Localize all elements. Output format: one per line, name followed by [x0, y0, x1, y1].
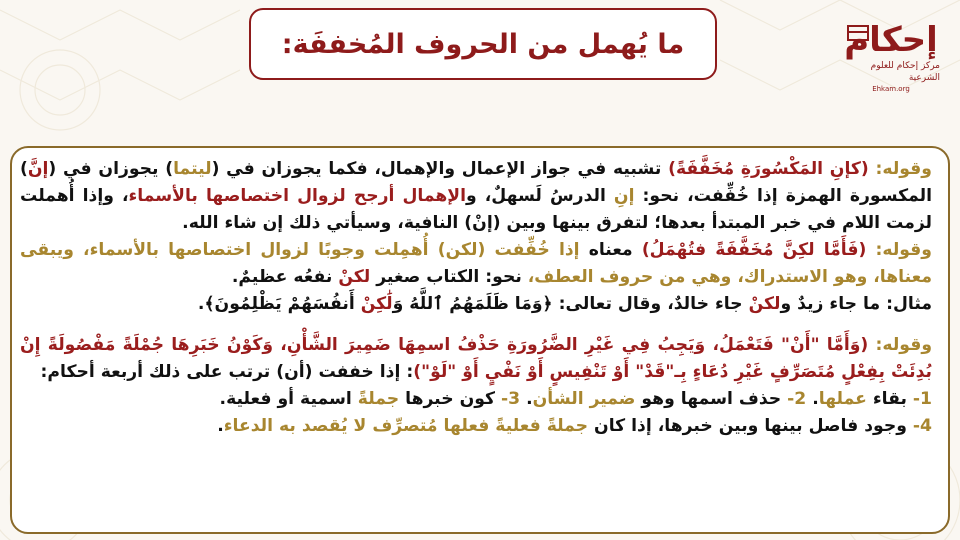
paragraph	[20, 386, 932, 413]
paragraph	[20, 237, 932, 291]
text-segment: مثال: ما جاء زيدٌ و	[780, 294, 932, 314]
paragraph	[20, 332, 932, 386]
content-text	[20, 156, 932, 440]
text-segment: وقوله:	[868, 159, 932, 179]
text-segment: كون خبرها	[399, 389, 501, 409]
paragraph	[20, 413, 932, 440]
title-box	[249, 8, 717, 80]
text-segment: حذف اسمها وهو	[635, 389, 788, 409]
text-segment: ضمير الشأن	[532, 389, 636, 409]
text-segment: 4-	[912, 416, 932, 436]
logo-wordmark: إحكام	[844, 20, 938, 60]
text-segment: إنِ	[613, 186, 635, 206]
text-segment: ليتما	[173, 159, 212, 179]
text-segment: : إذا خففت (أن) ترتب على ذلك أربعة أحكام:	[40, 362, 414, 382]
text-segment: وقوله:	[866, 240, 932, 260]
text-segment: (فَأَمَّا لكِنَّ مُخَفَّفَةً فتُهْمَلُ)	[641, 240, 867, 260]
logo	[842, 20, 940, 92]
text-segment: لكنْ	[338, 267, 371, 287]
text-segment: لكنْ	[748, 294, 781, 314]
text-segment: أَنفُسَهُمْ يَظْلِمُونَ﴾.	[197, 294, 361, 314]
text-segment: بقاء	[866, 389, 913, 409]
text-segment: ، وإذا أُهملت لزمت اللام في خبر المبتدأ بعدها؛ لتفرق بينها وبين (إنْ) النافية، وسيأتي ذلك إن شاء الله.	[20, 186, 932, 233]
text-segment: ) المكسورة الهمزة إذا خُفِّفت، نحو:	[20, 159, 933, 206]
logo-subtitle: مركز إحكام للعلوم الشرعية	[870, 61, 940, 83]
logo-subtitle-2: Ehkam.org	[872, 85, 910, 93]
text-segment: اسمية أو فعلية.	[219, 389, 358, 409]
logo-emblem-icon	[846, 24, 870, 42]
text-segment: ) يجوزان في (	[48, 159, 174, 179]
text-segment: إنَّ	[27, 159, 49, 179]
text-segment: وقوله:	[868, 335, 933, 355]
text-segment: .	[217, 416, 224, 436]
text-segment: .	[520, 389, 533, 409]
text-segment: جاء خالدٌ، وقال تعالى: ﴿وَمَا ظَلَمَهُمُ ٱللَّهُ وَ	[392, 294, 749, 314]
text-segment: الإهمال أرجح لزوال اختصاصها بالأسماء	[128, 186, 466, 206]
text-segment: (كإنِ المَكْسُورَةِ مُخَفَّفَةً)	[668, 159, 869, 179]
text-segment: جملةً	[357, 389, 400, 409]
text-segment: نفعُه عظيمٌ.	[231, 267, 339, 287]
text-segment: معناه	[579, 240, 642, 260]
text-segment: لَٰكِنْ	[360, 294, 393, 314]
text-segment: الدرسُ لَسهلٌ، و	[465, 186, 614, 206]
page-title: ما يُهمل من الحروف المُخففَة:	[281, 28, 685, 60]
text-segment: 1-	[912, 389, 932, 409]
text-segment: تشبيه في جواز الإعمال والإهمال، فكما يجوزان في (	[211, 159, 669, 179]
text-segment: عملها	[818, 389, 867, 409]
text-segment: نحو: الكتاب صغير	[370, 267, 522, 287]
paragraph	[20, 291, 932, 318]
paragraph	[20, 156, 932, 237]
text-segment: .	[806, 389, 819, 409]
text-segment: (وَأَمَّا "أَنْ" فَتَعْمَلُ، وَيَجِبُ فِي غَيْرِ الضَّرُورَةِ حَذْفُ اسمِهَا ضَمِيرَ الشَّأْنِ، وَكَوْنُ خَبَرِهَا جُمْلَةً مَفْصُولَةً إِنْ بُدِئَتْ بِفِعْلٍ مُتَصَرِّفٍ غَيْرِ دُعَاءٍ بِـ"قَدْ" أَوْ تَنْفِيسٍ أَوْ نَفْيٍ أَوْ "لَوْ")	[20, 335, 932, 382]
text-segment: إذا خُفِّفت (لكن) أُهمِلت وجوبًا لزوال اختصاصها بالأسماء	[89, 240, 580, 260]
text-segment: ، ويبقى معناها، وهو الاستدراك، وهي من حروف العطف،	[20, 240, 932, 287]
text-segment: وجود فاصل بينها وبين خبرها، إذا كان	[588, 416, 913, 436]
text-segment: 2-	[787, 389, 807, 409]
text-segment: 3-	[501, 389, 521, 409]
text-segment: جملةً فعليةً فعلها مُتصرِّف لا يُقصد به الدعاء	[223, 416, 589, 436]
